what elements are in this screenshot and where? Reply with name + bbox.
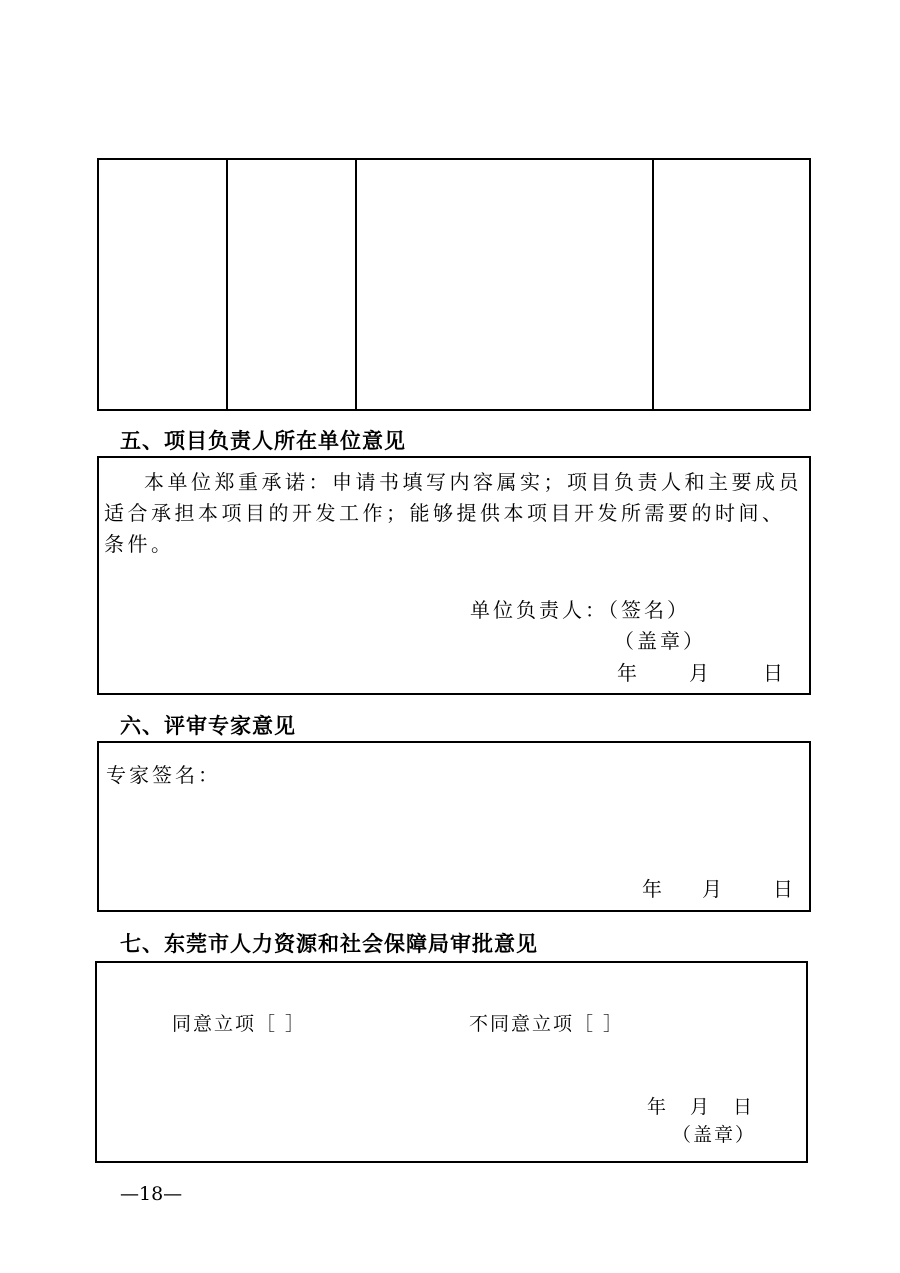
- section6-date-year: 年: [642, 877, 665, 901]
- section5-heading: 五、项目负责人所在单位意见: [120, 428, 406, 453]
- section7-seal-label: （盖章）: [672, 1124, 757, 1146]
- approve-option[interactable]: 同意立项［ ］: [172, 1013, 307, 1035]
- table-column-divider: [652, 158, 654, 411]
- section7-heading: 七、东莞市人力资源和社会保障局审批意见: [120, 931, 538, 956]
- section5-seal-label: （盖章）: [614, 629, 706, 653]
- top-table: [97, 158, 811, 411]
- section6-heading: 六、评审专家意见: [120, 713, 296, 738]
- section6-expert-sign-label: 专家签名：: [106, 763, 221, 787]
- section5-date-day: 日: [763, 661, 786, 685]
- table-column-divider: [226, 158, 228, 411]
- section7-date-month: 月: [690, 1096, 712, 1118]
- reject-option[interactable]: 不同意立项［ ］: [469, 1013, 625, 1035]
- section5-date-year: 年: [617, 661, 640, 685]
- section5-signer-label: 单位负责人：（签名）: [470, 598, 690, 622]
- section6-date-month: 月: [702, 877, 725, 901]
- section6-date-day: 日: [773, 877, 796, 901]
- table-column-divider: [355, 158, 357, 411]
- section7-date-day: 日: [733, 1096, 755, 1118]
- section7-date-year: 年: [647, 1096, 669, 1118]
- section5-date-month: 月: [689, 661, 712, 685]
- page-number: —18—: [120, 1183, 183, 1205]
- section5-commitment: 本单位郑重承诺：申请书填写内容属实；项目负责人和主要成员适合承担本项目的开发工作；能够提供本项目开发所需要的时间、条件。: [104, 470, 802, 556]
